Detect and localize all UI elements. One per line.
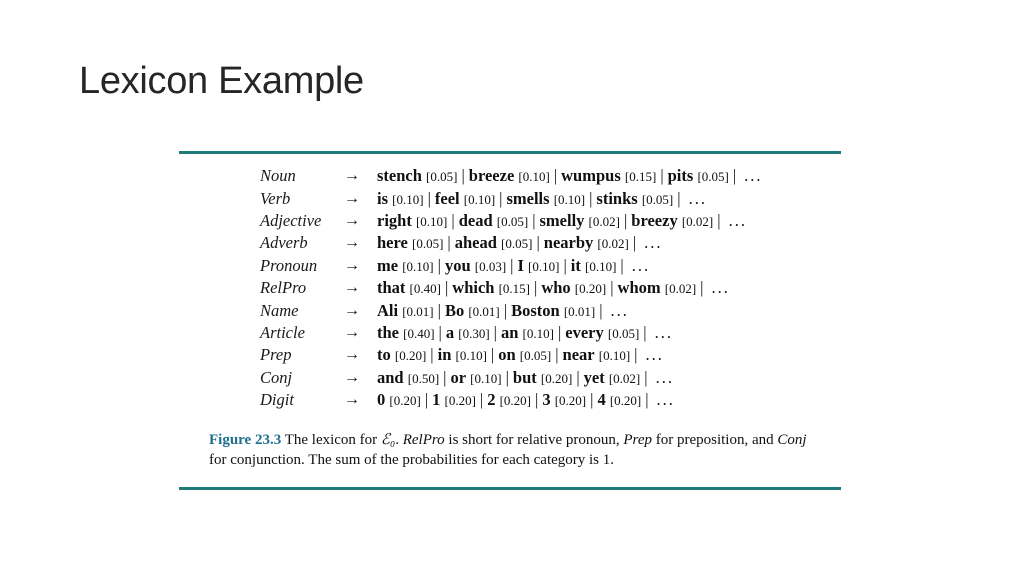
lexicon-word: or	[450, 367, 467, 387]
lexicon-word: an	[500, 322, 519, 342]
word-probability: [0.20]	[394, 348, 427, 364]
lexicon-word: 2	[487, 390, 496, 410]
lexicon-word: yet	[583, 367, 605, 387]
lexicon-word: here	[377, 233, 408, 253]
alternative-separator: |	[553, 166, 558, 186]
lexicon-word: you	[444, 255, 471, 275]
category-label: Prep	[260, 345, 292, 365]
lexicon-word: right	[377, 210, 412, 230]
alternative-separator: |	[505, 367, 509, 387]
alternative-separator: |	[643, 322, 647, 342]
word-probability: [0.15]	[624, 169, 657, 185]
lexicon-word: on	[498, 345, 516, 365]
alternative-separator: |	[717, 210, 721, 230]
category-label: Conj	[260, 367, 293, 387]
word-probability: [0.20]	[540, 370, 573, 386]
ellipsis: ...	[656, 390, 675, 410]
production-rhs	[377, 232, 763, 254]
ellipsis: ...	[644, 233, 663, 253]
alternative-separator: |	[438, 322, 442, 342]
word-probability: [0.10]	[463, 191, 496, 207]
lexicon-word: 0	[377, 390, 386, 410]
alternative-separator: |	[444, 278, 449, 298]
caption-text: The lexicon for	[284, 432, 381, 448]
alternative-separator: |	[700, 278, 704, 298]
alternative-separator: |	[430, 345, 434, 365]
alternative-separator: |	[424, 390, 429, 410]
production-rhs	[377, 255, 763, 277]
alternative-separator: |	[576, 367, 580, 387]
alternative-separator: |	[461, 166, 465, 186]
lexicon-word: stinks	[596, 188, 638, 208]
alternative-separator: |	[644, 367, 648, 387]
word-probability: [0.40]	[409, 281, 441, 297]
production-rhs	[377, 210, 763, 232]
word-probability: [0.05]	[426, 169, 458, 185]
caption-term: Conj	[777, 432, 807, 448]
lexicon-word: 4	[597, 390, 606, 410]
alternative-separator: |	[510, 255, 514, 275]
alternative-separator: |	[555, 345, 559, 365]
caption-text: is short for relative pronoun,	[444, 432, 624, 448]
word-probability: [0.20]	[554, 393, 587, 409]
alternative-separator: |	[590, 390, 594, 410]
figure-caption	[209, 430, 819, 470]
alternative-separator: |	[532, 210, 536, 230]
lexicon-table	[260, 165, 763, 411]
production-rhs	[377, 322, 763, 344]
ellipsis: ...	[631, 255, 651, 275]
lexicon-word: breezy	[631, 210, 678, 230]
lexicon-row	[260, 255, 763, 277]
lexicon-row	[260, 389, 763, 411]
category-label: Verb	[260, 188, 291, 208]
rewrite-arrow: →	[344, 189, 360, 207]
production-rhs	[377, 389, 763, 411]
caption-label: Figure 23.3	[209, 432, 282, 448]
alternative-separator: |	[557, 322, 562, 342]
word-probability: [0.05]	[411, 236, 444, 252]
ellipsis: ...	[711, 278, 730, 298]
word-probability: [0.10]	[598, 348, 631, 364]
category-label: Noun	[260, 166, 296, 186]
category-label: Adjective	[260, 210, 322, 230]
ellipsis: ...	[654, 322, 673, 342]
lexicon-word: Boston	[511, 300, 560, 320]
slide-title: Lexicon Example	[79, 60, 364, 102]
lexicon-word: Ali	[377, 300, 399, 320]
alternative-separator: |	[437, 255, 441, 275]
caption-symbol: ℰ₀	[380, 432, 396, 448]
lexicon-word: whom	[617, 278, 661, 298]
lexicon-row	[260, 322, 763, 344]
rewrite-arrow: →	[344, 256, 360, 274]
caption-term: Prep	[623, 432, 652, 448]
production-rhs	[377, 344, 763, 366]
word-probability: [0.05]	[641, 191, 674, 207]
lexicon-row	[260, 344, 763, 366]
word-probability: [0.02]	[588, 213, 620, 229]
alternative-separator: |	[645, 390, 649, 410]
production-rhs	[377, 367, 763, 389]
word-probability: [0.10]	[528, 258, 560, 274]
production-rhs	[377, 299, 763, 321]
lexicon-word: wumpus	[561, 166, 621, 186]
word-probability: [0.05]	[519, 348, 552, 364]
word-probability: [0.10]	[415, 213, 448, 229]
alternative-separator: |	[563, 255, 567, 275]
word-probability: [0.10]	[584, 258, 617, 274]
caption-text: for conjunction. The sum of the probabilities for each category is 1.	[209, 452, 615, 468]
lexicon-word: but	[512, 367, 537, 387]
rewrite-arrow: →	[344, 301, 360, 319]
word-probability: [0.40]	[403, 325, 435, 341]
ellipsis: ...	[610, 300, 629, 320]
production-rhs	[377, 277, 763, 299]
lexicon-word: which	[452, 278, 495, 298]
lexicon-word: me	[377, 255, 399, 275]
lexicon-word: that	[377, 278, 406, 298]
ellipsis: ...	[744, 166, 763, 186]
alternative-separator: |	[451, 210, 455, 230]
lexicon-word: feel	[434, 188, 460, 208]
rewrite-arrow: →	[344, 323, 360, 341]
figure-top-rule	[179, 151, 841, 154]
lexicon-word: pits	[667, 166, 694, 186]
category-label: RelPro	[260, 278, 307, 298]
production-rhs	[377, 165, 763, 187]
word-probability: [0.02]	[608, 370, 641, 386]
alternative-separator: |	[732, 166, 737, 186]
alternative-separator: |	[677, 188, 681, 208]
lexicon-word: every	[565, 322, 604, 342]
alternative-separator: |	[443, 367, 447, 387]
word-probability: [0.20]	[389, 393, 421, 409]
alternative-separator: |	[623, 210, 628, 230]
category-label: Name	[260, 300, 299, 320]
alternative-separator: |	[620, 255, 624, 275]
rewrite-arrow: →	[344, 211, 360, 229]
category-label: Pronoun	[260, 255, 318, 275]
lexicon-word: it	[570, 255, 581, 275]
word-probability: [0.05]	[607, 325, 640, 341]
category-label: Digit	[260, 390, 294, 410]
alternative-separator: |	[534, 278, 538, 298]
word-probability: [0.30]	[458, 325, 490, 341]
category-label: Adverb	[260, 233, 308, 253]
word-probability: [0.20]	[499, 393, 532, 409]
rewrite-arrow: →	[344, 279, 360, 297]
word-probability: [0.10]	[455, 348, 487, 364]
word-probability: [0.20]	[444, 393, 476, 409]
alternative-separator: |	[536, 233, 540, 253]
alternative-separator: |	[599, 300, 603, 320]
rewrite-arrow: →	[344, 368, 360, 386]
word-probability: [0.01]	[402, 303, 434, 319]
lexicon-row	[260, 367, 763, 389]
ellipsis: ...	[645, 345, 664, 365]
rewrite-arrow: →	[344, 346, 360, 364]
word-probability: [0.02]	[664, 281, 697, 297]
word-probability: [0.05]	[697, 169, 729, 185]
alternative-separator: |	[437, 300, 441, 320]
lexicon-word: and	[377, 367, 404, 387]
ellipsis: ...	[688, 188, 707, 208]
lexicon-word: breeze	[468, 166, 515, 186]
word-probability: [0.10]	[392, 191, 424, 207]
lexicon-word: to	[377, 345, 391, 365]
alternative-separator: |	[499, 188, 503, 208]
lexicon-word: Bo	[444, 300, 465, 320]
word-probability: [0.01]	[468, 303, 500, 319]
alternative-separator: |	[634, 345, 638, 365]
ellipsis: ...	[728, 210, 747, 230]
lexicon-row	[260, 277, 763, 299]
word-probability: [0.15]	[498, 281, 531, 297]
rewrite-arrow: →	[344, 167, 360, 185]
lexicon-row	[260, 232, 763, 254]
alternative-separator: |	[479, 390, 484, 410]
alternative-separator: |	[660, 166, 664, 186]
lexicon-word: near	[562, 345, 595, 365]
lexicon-row	[260, 210, 763, 232]
alternative-separator: |	[503, 300, 508, 320]
alternative-separator: |	[493, 322, 497, 342]
production-rhs	[377, 187, 763, 209]
word-probability: [0.05]	[496, 213, 529, 229]
ellipsis: ...	[655, 367, 674, 387]
alternative-separator: |	[427, 188, 431, 208]
lexicon-word: 1	[432, 390, 441, 410]
lexicon-word: is	[377, 188, 389, 208]
lexicon-word: nearby	[543, 233, 594, 253]
word-probability: [0.10]	[553, 191, 586, 207]
lexicon-word: smelly	[539, 210, 585, 230]
word-probability: [0.10]	[470, 370, 502, 386]
lexicon-row	[260, 187, 763, 209]
lexicon-word: in	[437, 345, 452, 365]
alternative-separator: |	[447, 233, 451, 253]
lexicon-word: I	[517, 255, 524, 275]
lexicon-word: smells	[506, 188, 550, 208]
caption-term: RelPro	[402, 432, 445, 448]
word-probability: [0.20]	[574, 281, 607, 297]
alternative-separator: |	[632, 233, 637, 253]
word-probability: [0.02]	[597, 236, 629, 252]
word-probability: [0.20]	[609, 393, 642, 409]
caption-text: .	[395, 432, 403, 448]
lexicon-word: dead	[458, 210, 493, 230]
word-probability: [0.01]	[563, 303, 596, 319]
word-probability: [0.10]	[522, 325, 554, 341]
word-probability: [0.05]	[501, 236, 533, 252]
alternative-separator: |	[589, 188, 593, 208]
alternative-separator: |	[610, 278, 614, 298]
rewrite-arrow: →	[344, 234, 360, 252]
alternative-separator: |	[490, 345, 495, 365]
lexicon-word: the	[377, 322, 399, 342]
caption-text: for preposition, and	[651, 432, 778, 448]
word-probability: [0.02]	[681, 213, 714, 229]
figure-bottom-rule	[179, 487, 841, 490]
lexicon-word: 3	[542, 390, 551, 410]
word-probability: [0.10]	[518, 169, 550, 185]
category-label: Article	[260, 322, 305, 342]
lexicon-word: stench	[377, 166, 422, 186]
word-probability: [0.03]	[474, 258, 507, 274]
lexicon-word: ahead	[454, 233, 497, 253]
lexicon-word: who	[541, 278, 571, 298]
alternative-separator: |	[535, 390, 539, 410]
lexicon-word: a	[445, 322, 455, 342]
word-probability: [0.50]	[407, 370, 440, 386]
lexicon-row	[260, 165, 763, 187]
rewrite-arrow: →	[344, 391, 360, 409]
lexicon-row	[260, 299, 763, 321]
word-probability: [0.10]	[402, 258, 434, 274]
